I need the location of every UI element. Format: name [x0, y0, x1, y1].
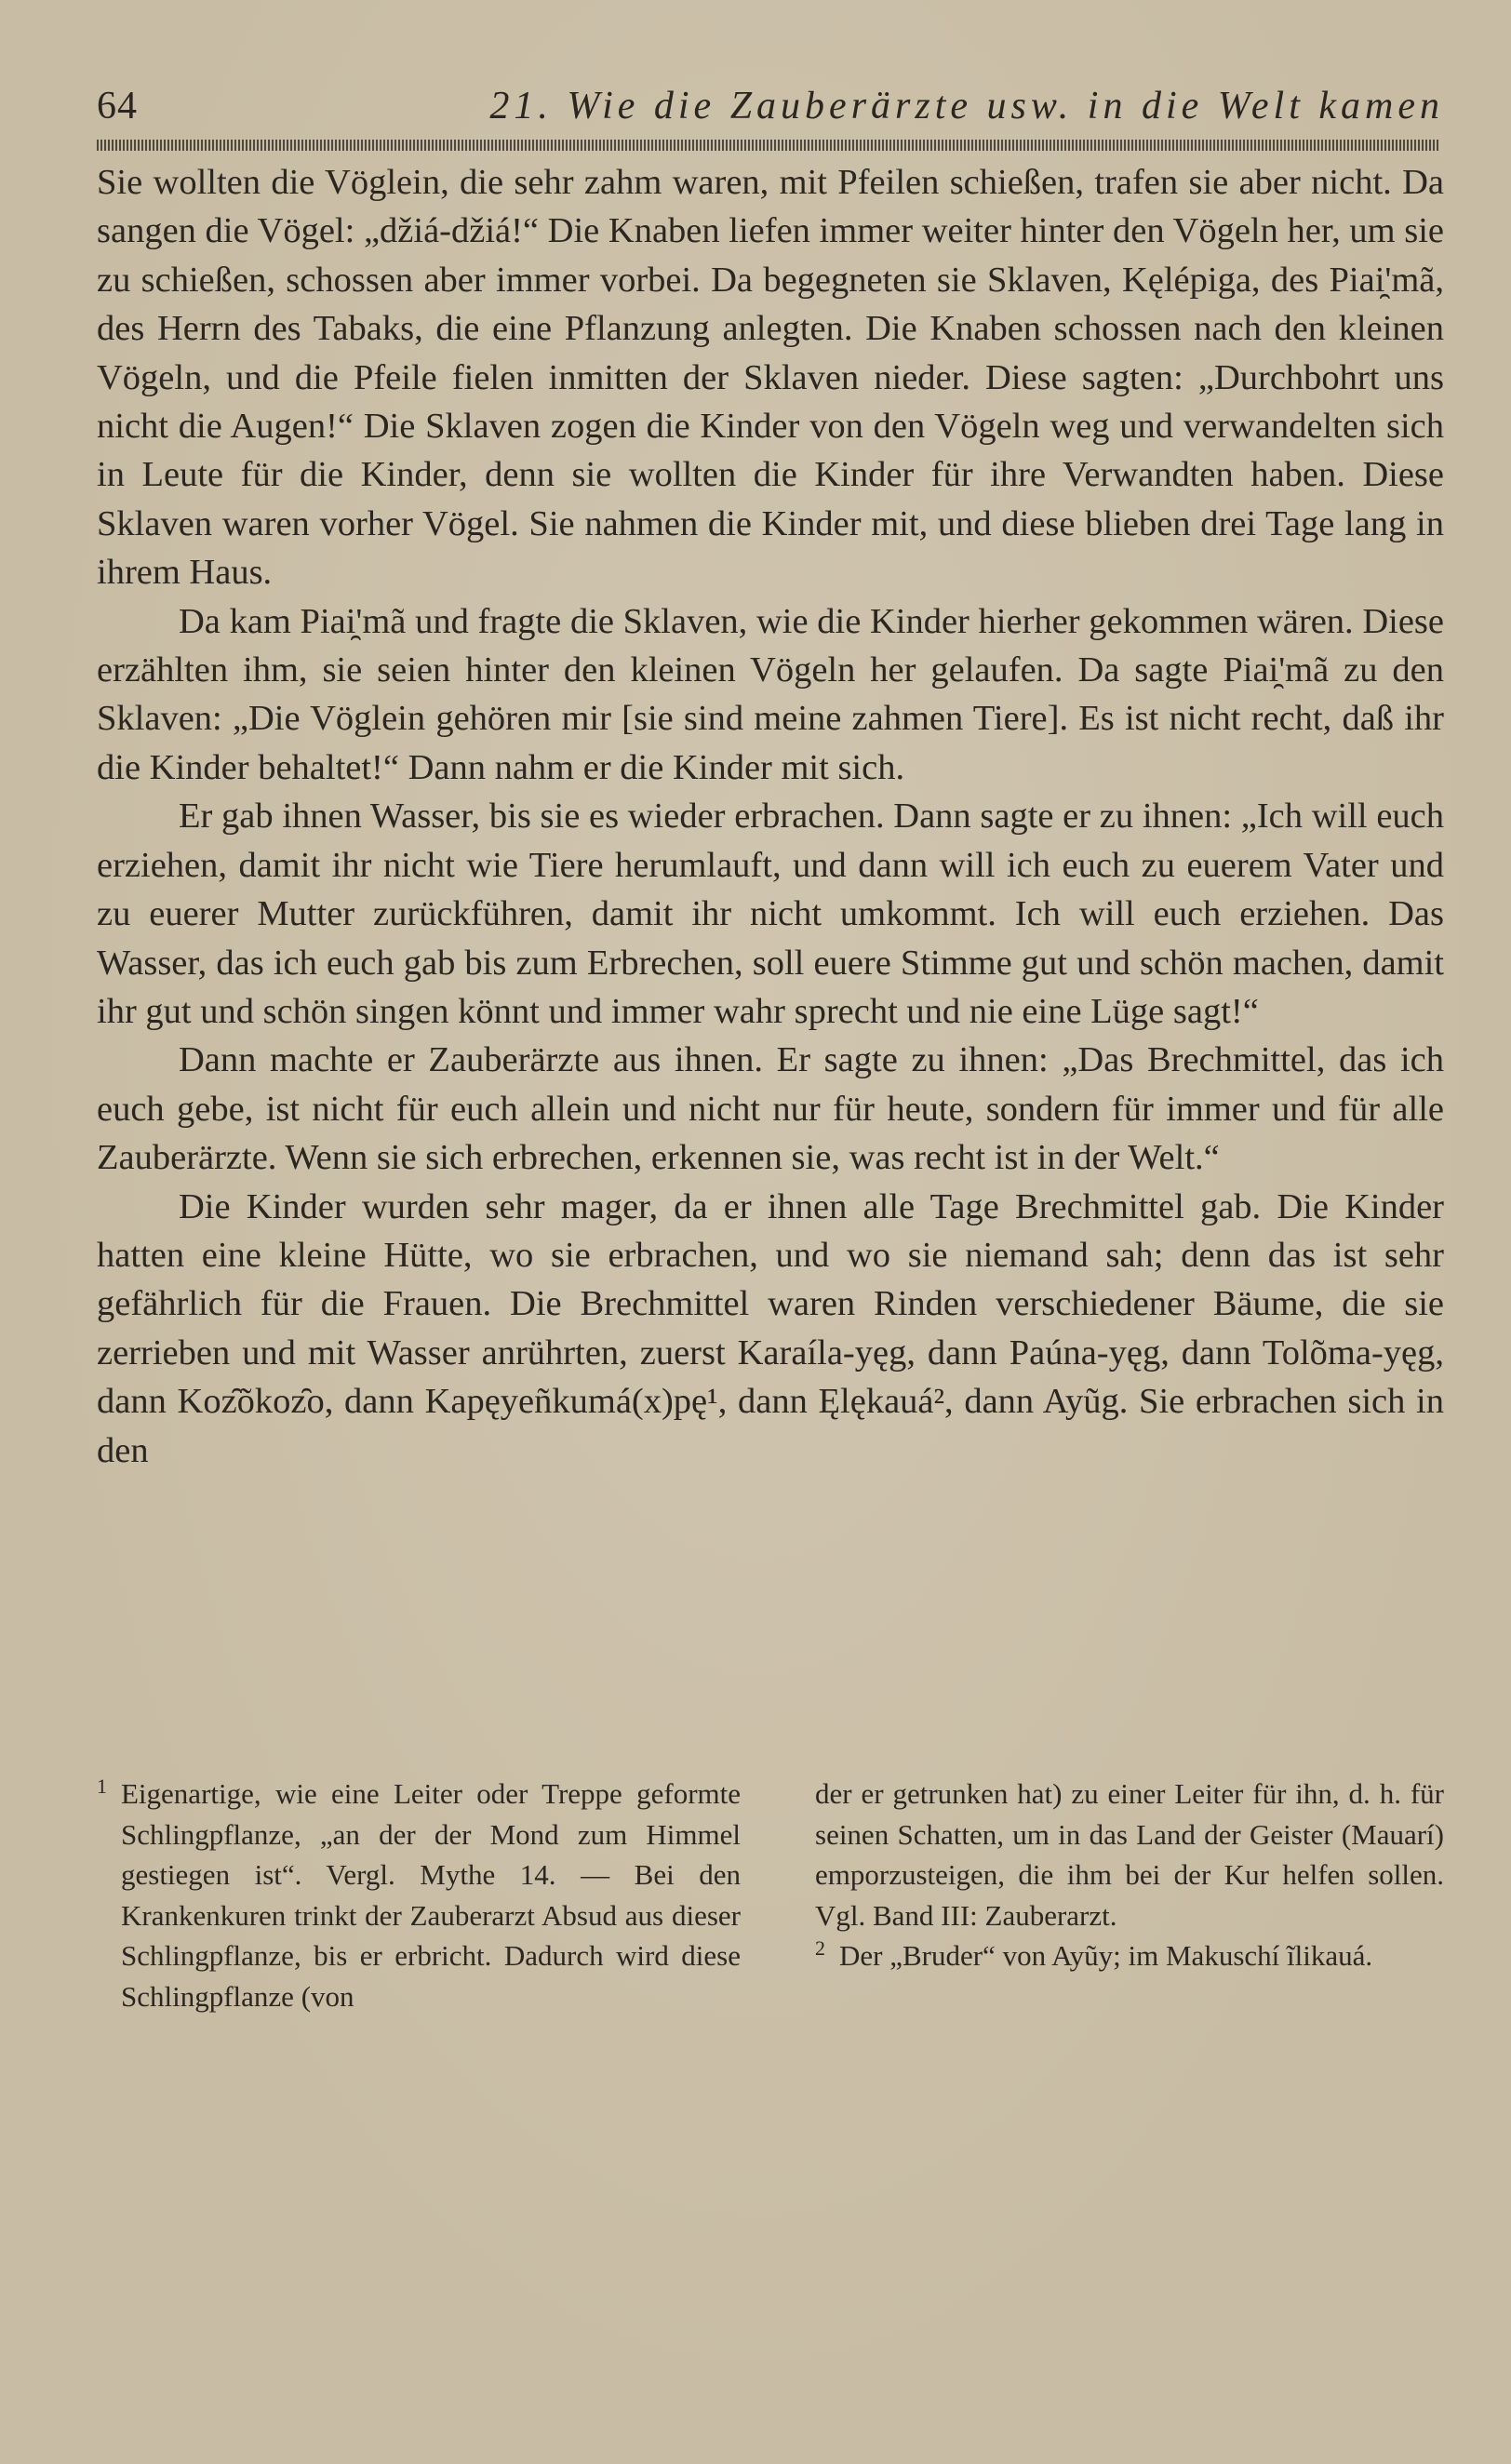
footnote-text: Eigenartige, wie eine Leiter oder Treppe geformte Schlingpflanze, „an der der Mond zum Himmel gestiegen ist“. Vergl. Mythe 14. — Bei den Krankenkuren trinkt der Zauberarzt Absud aus dieser Schlingpflanze, bis er erbricht. Dadurch wird diese Schlingpflanze (von — [121, 1777, 741, 2013]
footnote-1-continued — [815, 1774, 1444, 1935]
footnote-1: 1 Eigenartige, wie eine Leiter oder Treppe geformte Schlingpflanze, „an der der Mond zum Himmel gestiegen ist“. Vergl. Mythe 14. — Bei den Krankenkuren trinkt der Zauberarzt Absud aus dieser Schlingpflanze, bis er erbricht. Dadurch wird diese Schlingpflanze (von — [97, 1774, 741, 2013]
footnote-text: Der „Bruder“ von Ayũy; im Makuschí ĩlikauá. — [839, 1939, 1373, 1973]
paragraph: Sie wollten die Vöglein, die sehr zahm waren, mit Pfeilen schießen, trafen sie aber nicht. Da sangen die Vögel: „džiá-džiá!“ Die Knaben liefen immer weiter hinter den Vögeln her, um sie zu schießen, schossen aber immer vorbei. Da begegneten sie Sklaven, Kęlépiga, des Piai̯'mã, des Herrn des Tabaks, die eine Pflanzung anlegten. Die Knaben schossen nach den kleinen Vögeln, und die Pfeile fielen inmitten der Sklaven nieder. Diese sagten: „Durchbohrt uns nicht die Augen!“ Die Sklaven zogen die Kinder von den Vögeln weg und verwandelten sich in Leute für die Kinder, denn sie wollten die Kinder für ihre Verwandten haben. Diese Sklaven waren vorher Vögel. Sie nahmen die Kinder mit, und diese blieben drei Tage lang in ihrem Haus. — [97, 163, 1444, 593]
body-text — [97, 158, 1444, 1475]
footnote-column-right — [815, 1774, 1444, 1976]
footnote-column-left — [97, 1774, 741, 2017]
page-number: 64 — [97, 85, 138, 127]
paragraph: Dann machte er Zauberärzte aus ihnen. Er sagte zu ihnen: „Das Brechmittel, das ich euch gebe, ist nicht für euch allein und nicht nur für heute, sondern für immer und für alle Zauberärzte. Wenn sie sich erbrechen, erkennen sie, was recht ist in der Welt.“ — [97, 1040, 1444, 1178]
header-rule — [97, 140, 1440, 151]
page-header — [97, 84, 1444, 136]
footnotes — [97, 1774, 1444, 2090]
paragraph: Die Kinder wurden sehr mager, da er ihnen alle Tage Brechmittel gab. Die Kinder hatten eine kleine Hütte, wo sie erbrachen, und wo sie niemand sah; denn das ist sehr gefährlich für die Frauen. Die Brechmittel waren Rinden verschiedener Bäume, die sie zerrieben und mit Wasser anrührten, zuerst Karaíla-yęg, dann Paúna-yęg, dann Tolõma-yęg, dann Koz̑õkoz̑o, dann Kapęyeñkumá(x)pę¹, dann Ęlękauá², dann Ayũg. Sie erbrachen sich in den — [97, 1186, 1444, 1470]
running-head: 21. Wie die Zauberärzte usw. in die Welt kamen — [489, 85, 1444, 127]
footnote-2: 2 Der „Bruder“ von Ayũy; im Makuschí ĩlikauá. — [815, 1936, 1373, 1973]
paragraph: Da kam Piai̯'mã und fragte die Sklaven, wie die Kinder hierher gekommen wären. Diese erzählten ihm, sie seien hinter den kleinen Vögeln her gelaufen. Da sagte Piai̯'mã zu den Sklaven: „Die Vöglein gehören mir [sie sind meine zahmen Tiere]. Es ist nicht recht, daß ihr die Kinder behaltet!“ Dann nahm er die Kinder mit sich. — [97, 601, 1444, 787]
footnote-text-continued: der er getrunken hat) zu einer Leiter für ihn, d. h. für seinen Schatten, um in das Land der Geister (Mauarí) emporzusteigen, die ihm bei der Kur helfen sollen. Vgl. Band III: Zauberarzt. — [815, 1777, 1444, 1932]
paragraph: Er gab ihnen Wasser, bis sie es wieder erbrachen. Dann sagte er zu ihnen: „Ich will euch erziehen, damit ihr nicht wie Tiere herumlauft, und dann will ich euch zu euerem Vater und zu euerer Mutter zurückführen, damit ihr nicht umkommt. Ich will euch erziehen. Das Wasser, das ich euch gab bis zum Erbrechen, soll euere Stimme gut und schön machen, damit ihr gut und schön singen könnt und immer wahr sprecht und nie eine Lüge sagt!“ — [97, 797, 1444, 1031]
